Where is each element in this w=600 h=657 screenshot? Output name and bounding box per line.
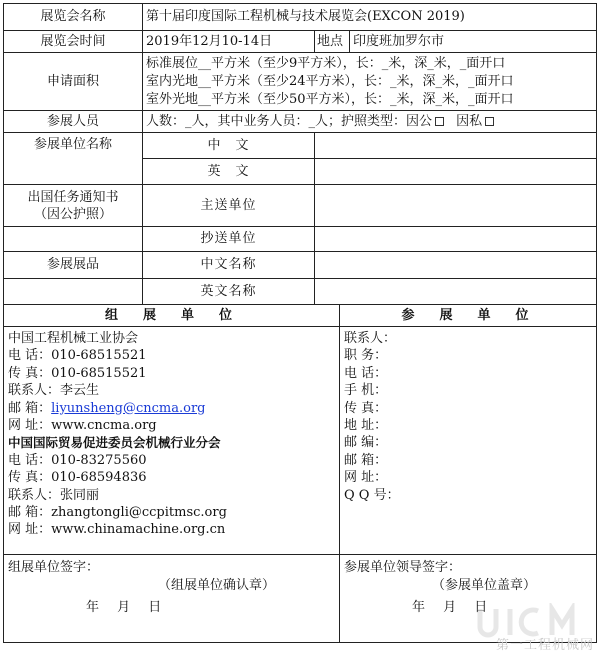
exhibitor-fax-field[interactable]: 传 真： (344, 400, 388, 416)
exhibitor-email-field[interactable]: 邮 箱： (344, 452, 388, 468)
company-cn-label: 中 文 (143, 133, 315, 159)
exhibits-cn-label: 中文名称 (143, 252, 315, 279)
exhibitor-address-field[interactable]: 地 址： (344, 418, 388, 434)
exhibitor-qq-field[interactable]: Q Q 号： (344, 487, 400, 503)
location-label: 地点 (315, 31, 350, 53)
official-passport-checkbox[interactable] (435, 117, 444, 126)
row-notice-main (4, 185, 597, 227)
company-cn-input[interactable] (315, 133, 597, 159)
org2-name: 中国国际贸易促进委员会机械行业分会 (8, 435, 221, 451)
organizer-heading: 组 展 单 位 (4, 305, 340, 327)
org1-email-link[interactable]: liyunsheng@cncma.org (51, 400, 206, 416)
row-exhibits-cn (4, 252, 597, 279)
notice-label-line2: （因公护照） (33, 206, 112, 222)
main-send-label: 主送单位 (143, 185, 315, 227)
org1-phone: 电 话：010-68515521 (8, 348, 147, 364)
org2-contact: 联系人：张同丽 (8, 487, 100, 503)
participants-text: 人数：_人，其中业务人员：_人；护照类型：因公 (146, 113, 433, 129)
org1-email-row (8, 400, 335, 417)
organizer-info (4, 327, 340, 555)
exhibitor-contact-field[interactable]: 联系人： (344, 331, 397, 346)
exhibits-cn-input[interactable] (315, 252, 597, 279)
exhibition-time-label: 展览会时间 (4, 31, 143, 53)
participants-value (143, 111, 597, 133)
org2-phone: 电 话：010-83275560 (8, 452, 147, 468)
row-section-headers (4, 305, 597, 327)
company-name-label: 参展单位名称 (4, 133, 143, 185)
organizer-signature-cell[interactable] (4, 555, 340, 643)
exhibitor-signature-label: 参展单位领导签字： (344, 560, 462, 575)
org1-website: 网 址：www.cncma.org (8, 418, 157, 434)
row-exhibition-name (4, 4, 597, 31)
private-passport-label: 因私 (456, 113, 483, 129)
organizer-signature-label: 组展单位签字： (8, 560, 100, 575)
org1-name: 中国工程机械工业协会 (8, 331, 139, 346)
exhibits-en-empty (4, 279, 143, 305)
org1-email-label: 邮 箱： (8, 400, 52, 416)
row-participants (4, 111, 597, 133)
exhibits-label: 参展展品 (4, 252, 143, 279)
exhibitor-title-field[interactable]: 职 务： (344, 348, 388, 364)
exhibitor-info (340, 327, 597, 555)
notice-cc-empty (4, 227, 143, 252)
exhibitor-date: 年 月 日 (412, 600, 488, 615)
area-options (143, 53, 597, 111)
organizer-date: 年 月 日 (86, 600, 162, 615)
cc-send-input[interactable] (315, 227, 597, 252)
location-value: 印度班加罗尔市 (350, 31, 597, 53)
org2-email: 邮 箱：zhangtongli@ccpitmsc.org (8, 505, 227, 521)
row-notice-cc (4, 227, 597, 252)
cc-send-label: 抄送单位 (143, 227, 315, 252)
exhibition-name-label: 展览会名称 (4, 4, 143, 31)
area-indoor-space[interactable]: 室内光地__平方米（至少24平方米），长：_米，深_米，_面开口 (146, 73, 514, 89)
row-company-cn (4, 133, 597, 159)
row-area (4, 53, 597, 111)
company-en-input[interactable] (315, 159, 597, 185)
org1-contact: 联系人：李云生 (8, 383, 100, 399)
exhibitor-postcode-field[interactable]: 邮 编： (344, 435, 388, 451)
private-passport-checkbox[interactable] (485, 117, 494, 126)
application-form (3, 3, 597, 643)
company-en-label: 英 文 (143, 159, 315, 185)
exhibitor-website-field[interactable]: 网 址： (344, 470, 388, 486)
exhibits-en-label: 英文名称 (143, 279, 315, 305)
notice-label-line1: 出国任务通知书 (27, 189, 119, 205)
org2-fax: 传 真：010-68594836 (8, 470, 147, 486)
participants-label: 参展人员 (4, 111, 143, 133)
exhibits-en-input[interactable] (315, 279, 597, 305)
exhibition-time-value: 2019年12月10-14日 (143, 31, 315, 53)
area-label: 申请面积 (4, 53, 143, 111)
exhibitor-mobile-field[interactable]: 手 机： (344, 383, 388, 399)
org1-fax: 传 真：010-68515521 (8, 365, 147, 381)
exhibition-name-value: 第十届印度国际工程机械与技术展览会(EXCON 2019) (143, 4, 597, 31)
row-exhibition-time (4, 31, 597, 53)
area-outdoor-space[interactable]: 室外光地__平方米（至少50平方米），长：_米，深_米，_面开口 (146, 91, 514, 107)
row-exhibits-en (4, 279, 597, 305)
area-standard-booth[interactable]: 标准展位__平方米（至少9平方米），长：_米，深_米，_面开口 (146, 55, 506, 71)
watermark-text: 第一工程机械网 (495, 638, 594, 653)
exhibitor-seal-label: （参展单位盖章） (432, 578, 537, 593)
org2-website: 网 址：www.chinamachine.org.cn (8, 522, 226, 538)
exhibitor-phone-field[interactable]: 电 话： (344, 365, 388, 381)
row-contact-info (4, 327, 597, 555)
exhibitor-heading: 参 展 单 位 (340, 305, 597, 327)
notice-label (4, 185, 143, 227)
main-send-input[interactable] (315, 185, 597, 227)
organizer-seal-label: （组展单位确认章） (158, 578, 276, 593)
